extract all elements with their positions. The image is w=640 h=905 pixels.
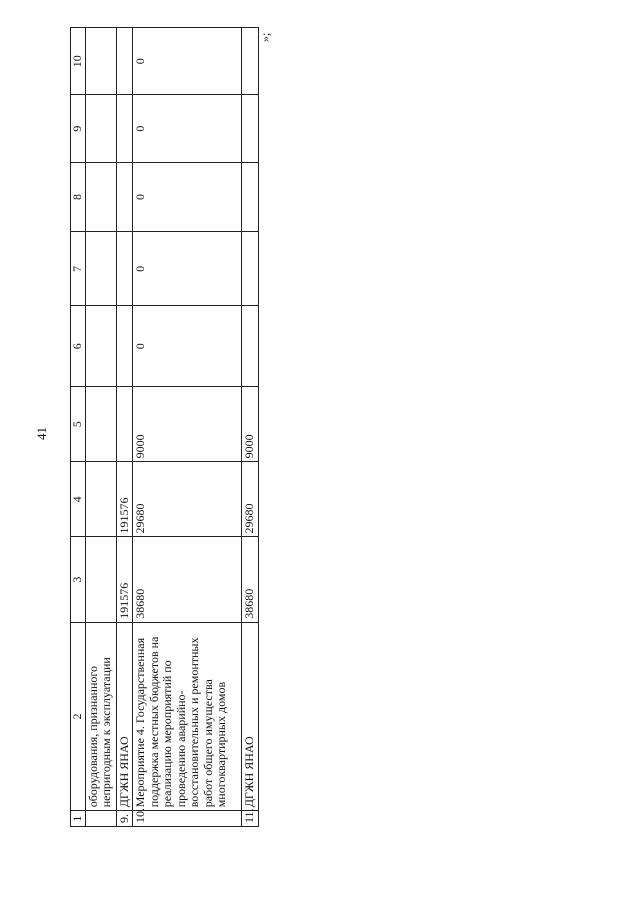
cell-index: 11. (242, 811, 259, 827)
cell-value (242, 306, 259, 387)
cell-name: ДГЖН ЯНАО (242, 622, 259, 811)
cell-value (116, 162, 133, 232)
cell-index (85, 811, 116, 827)
budget-table (70, 27, 259, 827)
cell-index: 10. (133, 811, 242, 827)
cell-value: 29680 (242, 462, 259, 537)
cell-value (116, 28, 133, 95)
cell-value (242, 162, 259, 232)
col-header: 3 (71, 537, 86, 622)
cell-value: 38680 (133, 537, 242, 622)
cell-value (116, 306, 133, 387)
col-header: 10 (71, 28, 86, 95)
table-container (70, 27, 256, 827)
cell-name: оборудования, признанного непригодным к эксплуатации (85, 622, 116, 811)
cell-value (85, 537, 116, 622)
table-row (116, 28, 133, 827)
col-header: 4 (71, 462, 86, 537)
cell-value (85, 28, 116, 95)
cell-value (85, 462, 116, 537)
cell-value: 0 (133, 95, 242, 162)
cell-value: 0 (133, 162, 242, 232)
cell-value (85, 387, 116, 462)
col-header: 6 (71, 306, 86, 387)
cell-name: Мероприятие 4. Государственная поддержка местных бюджетов на реализацию мероприятий по проведению аварийно-восстановительных и ремонтных работ общего имущества многоквартирных домов (133, 622, 242, 811)
cell-value (242, 232, 259, 306)
cell-value: 0 (133, 28, 242, 95)
cell-value: 191576 (116, 462, 133, 537)
cell-value (116, 387, 133, 462)
col-header: 8 (71, 162, 86, 232)
cell-name: ДГЖН ЯНАО (116, 622, 133, 811)
page-number: 41 (34, 427, 49, 440)
cell-value: 9000 (242, 387, 259, 462)
col-header: 1 (71, 811, 86, 827)
col-header: 5 (71, 387, 86, 462)
cell-value (242, 95, 259, 162)
cell-value (85, 162, 116, 232)
cell-value: 0 (133, 232, 242, 306)
header-row (71, 28, 86, 827)
cell-value (116, 232, 133, 306)
cell-value: 29680 (133, 462, 242, 537)
cell-value (85, 232, 116, 306)
cell-value (242, 28, 259, 95)
cell-value: 0 (133, 306, 242, 387)
cell-value (85, 95, 116, 162)
cell-index: 9. (116, 811, 133, 827)
cell-value: 191576 (116, 537, 133, 622)
col-header: 7 (71, 232, 86, 306)
table-row (85, 28, 116, 827)
cell-value (116, 95, 133, 162)
cell-value: 9000 (133, 387, 242, 462)
table-row (133, 28, 242, 827)
table-row (242, 28, 259, 827)
col-header: 2 (71, 622, 86, 811)
trailing-mark: »; (258, 32, 272, 42)
cell-value (85, 306, 116, 387)
cell-value: 38680 (242, 537, 259, 622)
col-header: 9 (71, 95, 86, 162)
